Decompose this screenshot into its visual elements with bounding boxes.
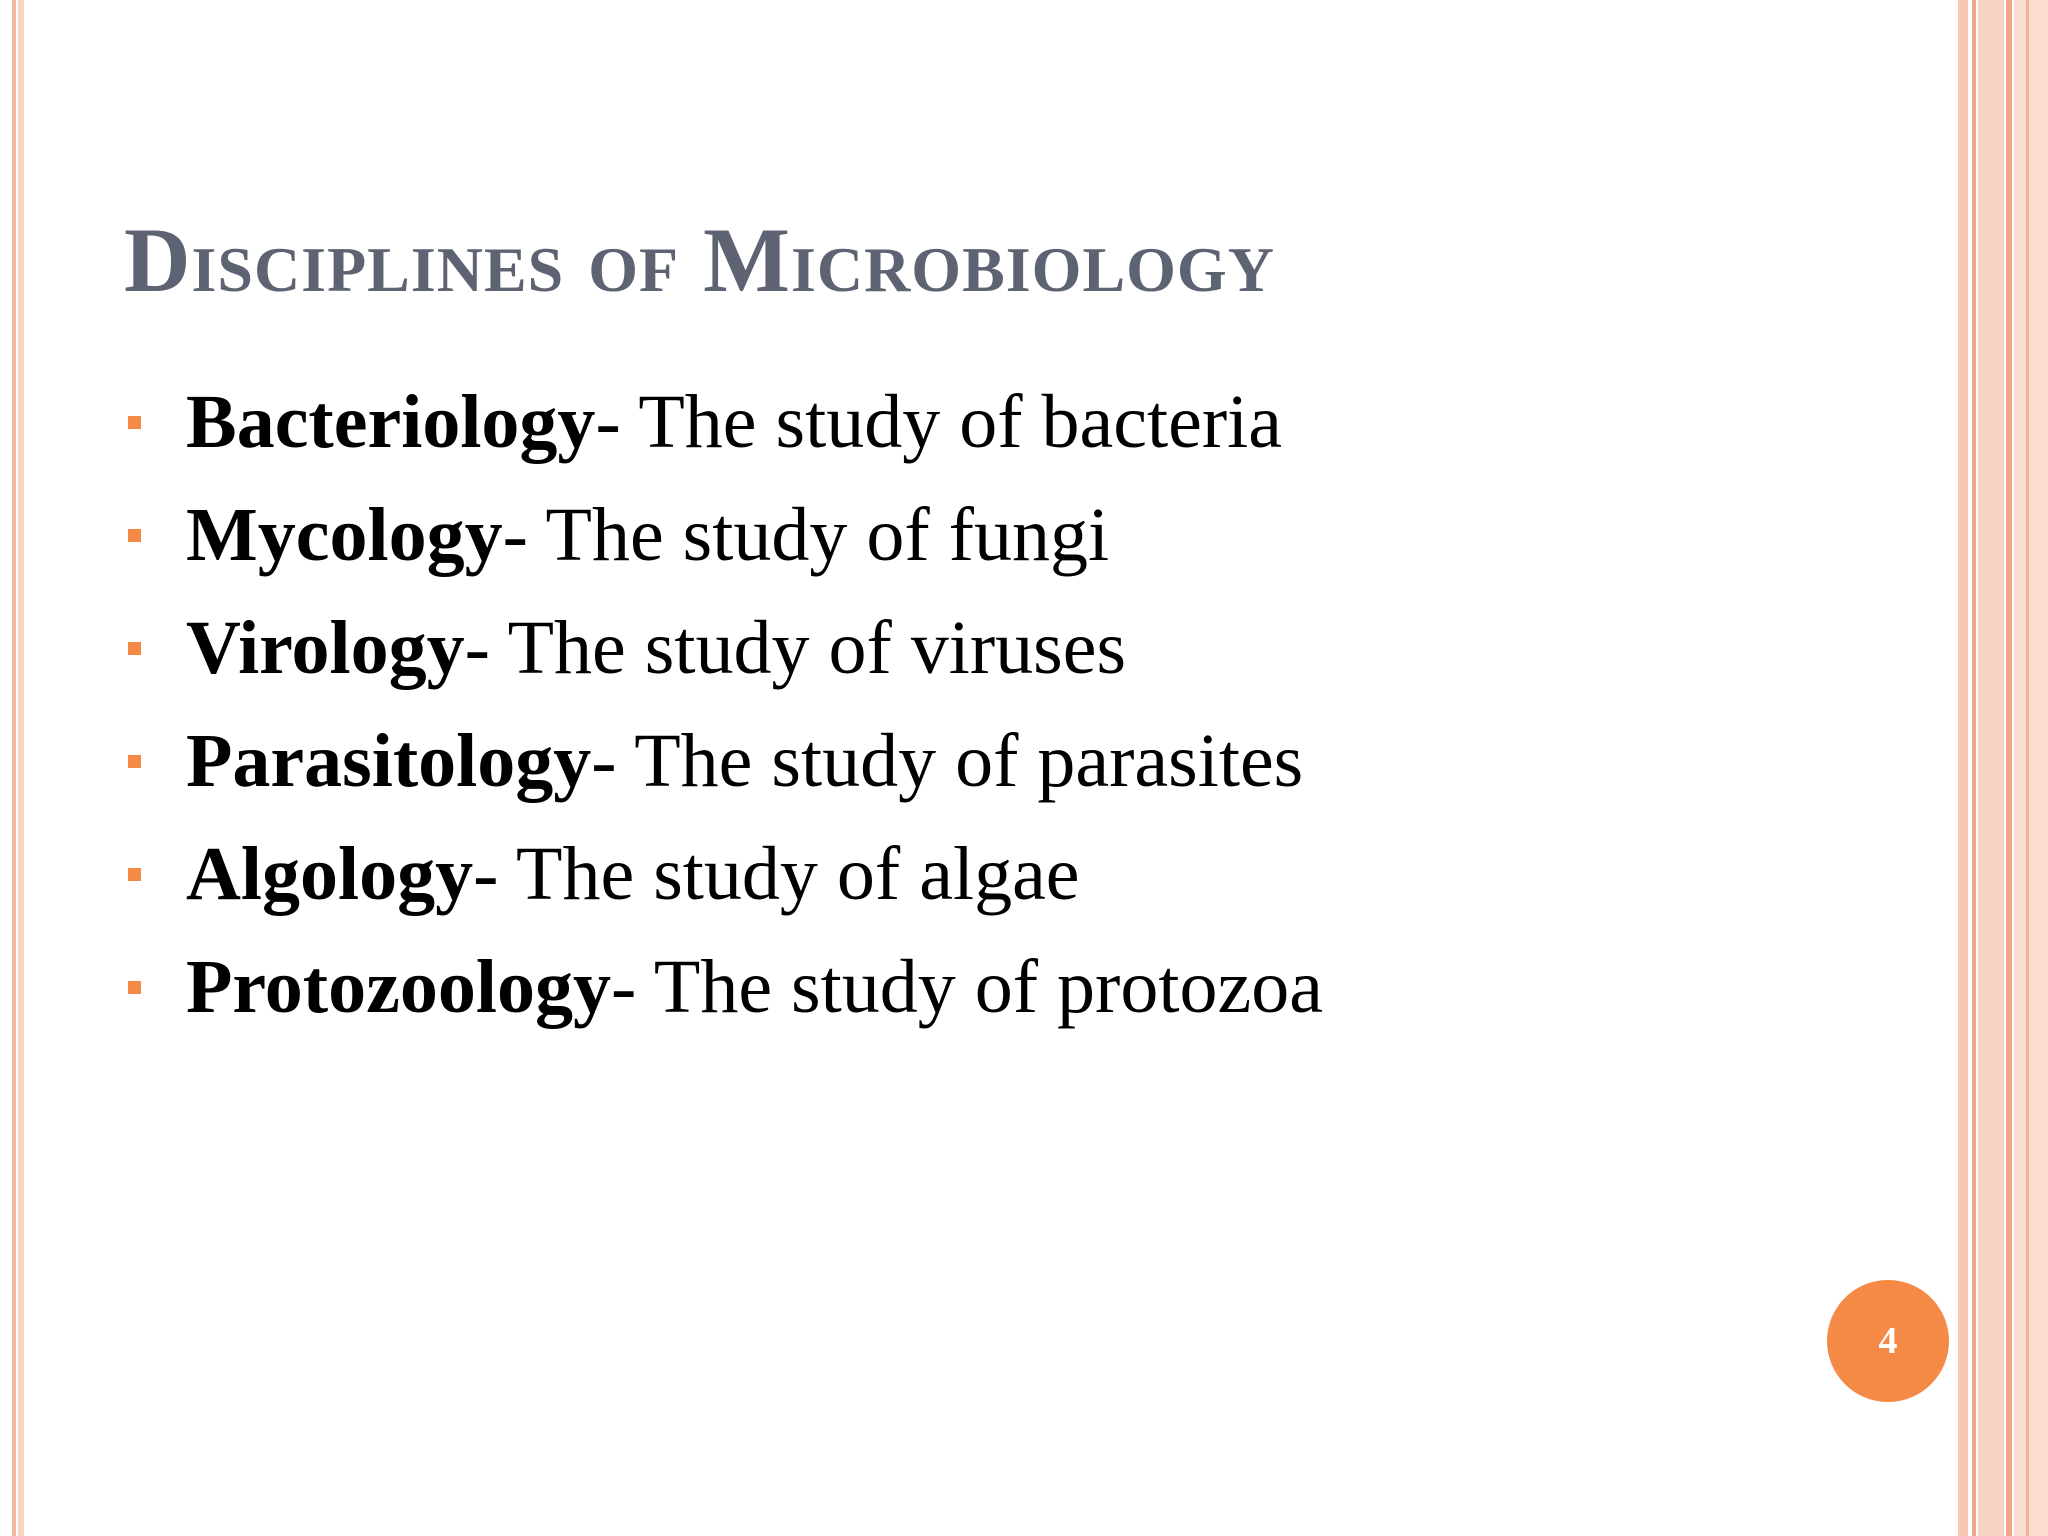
square-bullet-icon [128, 529, 141, 542]
right-border-stripe [1972, 0, 1976, 1536]
right-border-stripe [1978, 0, 2004, 1536]
list-item-term: Parasitology [186, 719, 592, 803]
list-item [0, 481, 1800, 594]
square-bullet-icon [128, 416, 141, 429]
page-number-badge: 4 [1827, 1280, 1949, 1402]
slide-title: Disciplines of Microbiology [124, 209, 1275, 311]
discipline-list [0, 368, 1800, 1046]
list-item-term: Bacteriology [186, 380, 596, 464]
list-item-description: - The study of fungi [502, 493, 1110, 577]
list-item-description: - The study of algae [473, 832, 1080, 916]
list-item-description: - The study of viruses [464, 606, 1127, 690]
list-item-text [186, 937, 1323, 1037]
list-item-text [186, 372, 1282, 472]
list-item-description: - The study of parasites [591, 719, 1304, 803]
square-bullet-icon [128, 981, 141, 994]
list-item [0, 594, 1800, 707]
square-bullet-icon [128, 642, 141, 655]
list-item-term: Virology [186, 606, 465, 690]
list-item-text [186, 598, 1126, 698]
list-item-term: Protozoology [186, 945, 611, 1029]
list-item-description: - The study of protozoa [610, 945, 1323, 1029]
list-item [0, 707, 1800, 820]
right-border-stripe [1958, 0, 1968, 1536]
list-item-term: Mycology [186, 493, 503, 577]
right-border-stripe [2014, 0, 2048, 1536]
list-item-text [186, 485, 1109, 585]
list-item [0, 933, 1800, 1046]
square-bullet-icon [128, 755, 141, 768]
list-item-term: Algology [186, 832, 474, 916]
list-item [0, 368, 1800, 481]
right-border-stripe [2006, 0, 2012, 1536]
list-item-text [186, 824, 1080, 924]
list-item-description: - The study of bacteria [595, 380, 1282, 464]
right-border-stripe [2026, 0, 2029, 1536]
square-bullet-icon [128, 868, 141, 881]
list-item [0, 820, 1800, 933]
list-item-text [186, 711, 1303, 811]
